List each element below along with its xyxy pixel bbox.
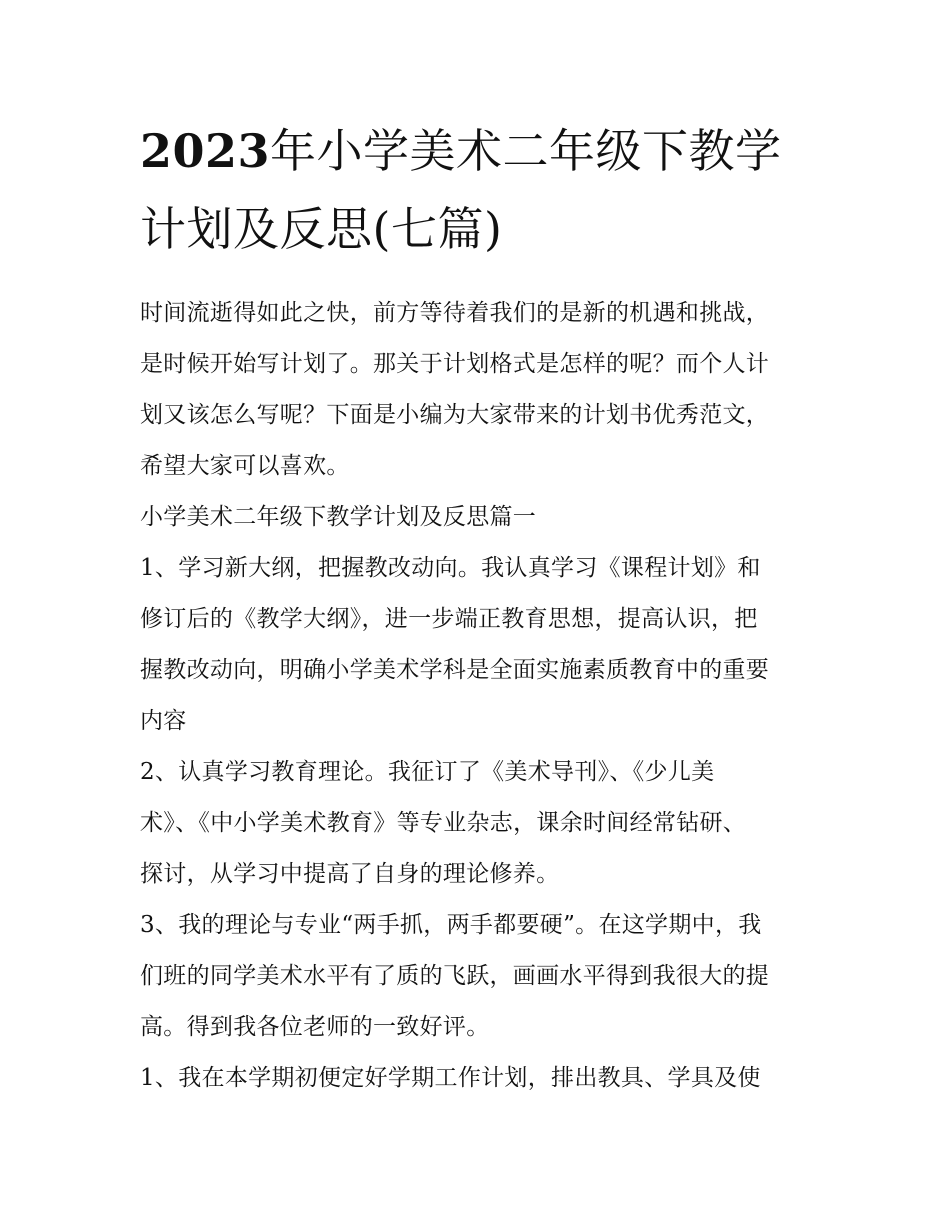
text-line: 是时候开始写计划了。那关于计划格式是怎样的呢？而个人计 bbox=[140, 351, 770, 377]
text-line: 2、认真学习教育理论。我征订了《美术导刊》、《少儿美 bbox=[140, 759, 715, 785]
paragraph-item-3 bbox=[140, 900, 816, 1053]
title-line-2: 计划及反思(七篇) bbox=[140, 202, 503, 256]
text-line: 1、我在本学期初便定好学期工作计划，排出教具、学具及使 bbox=[140, 1065, 761, 1091]
text-line: 术》、《中小学美术教育》等专业杂志，课余时间经常钻研、 bbox=[140, 810, 747, 836]
text-line: 划又该怎么写呢？下面是小编为大家带来的计划书优秀范文， bbox=[140, 402, 770, 428]
paragraph-item-1 bbox=[140, 543, 816, 747]
document-body bbox=[140, 288, 816, 1104]
document-title bbox=[140, 112, 816, 268]
section-heading bbox=[140, 492, 816, 543]
text-line: 探讨，从学习中提高了自身的理论修养。 bbox=[140, 861, 560, 887]
text-line: 们班的同学美术水平有了质的飞跃，画画水平得到我很大的提 bbox=[140, 963, 770, 989]
text-line: 1、学习新大纲，把握教改动向。我认真学习《课程计划》和 bbox=[140, 555, 761, 581]
text-line: 小学美术二年级下教学计划及反思篇一 bbox=[140, 504, 537, 530]
text-line: 修订后的《教学大纲》，进一步端正教育思想，提高认识，把 bbox=[140, 606, 758, 632]
paragraph-item-2 bbox=[140, 747, 816, 900]
text-line: 高。得到我各位老师的一致好评。 bbox=[140, 1014, 490, 1040]
text-line: 内容 bbox=[140, 708, 187, 734]
document-page bbox=[140, 112, 816, 1104]
text-line: 握教改动向，明确小学美术学科是全面实施素质教育中的重要 bbox=[140, 657, 770, 683]
title-year: 2023 bbox=[140, 124, 271, 178]
title-line-1-text: 年小学美术二年级下教学 bbox=[270, 124, 782, 178]
text-line: 时间流逝得如此之快，前方等待着我们的是新的机遇和挑战， bbox=[140, 300, 770, 326]
paragraph-intro bbox=[140, 288, 816, 492]
text-line: 希望大家可以喜欢。 bbox=[140, 453, 350, 479]
text-line: 3、我的理论与专业“两手抓，两手都要硬”。在这学期中，我 bbox=[140, 912, 762, 938]
paragraph-item-4 bbox=[140, 1053, 816, 1104]
title-line-1 bbox=[140, 112, 816, 190]
